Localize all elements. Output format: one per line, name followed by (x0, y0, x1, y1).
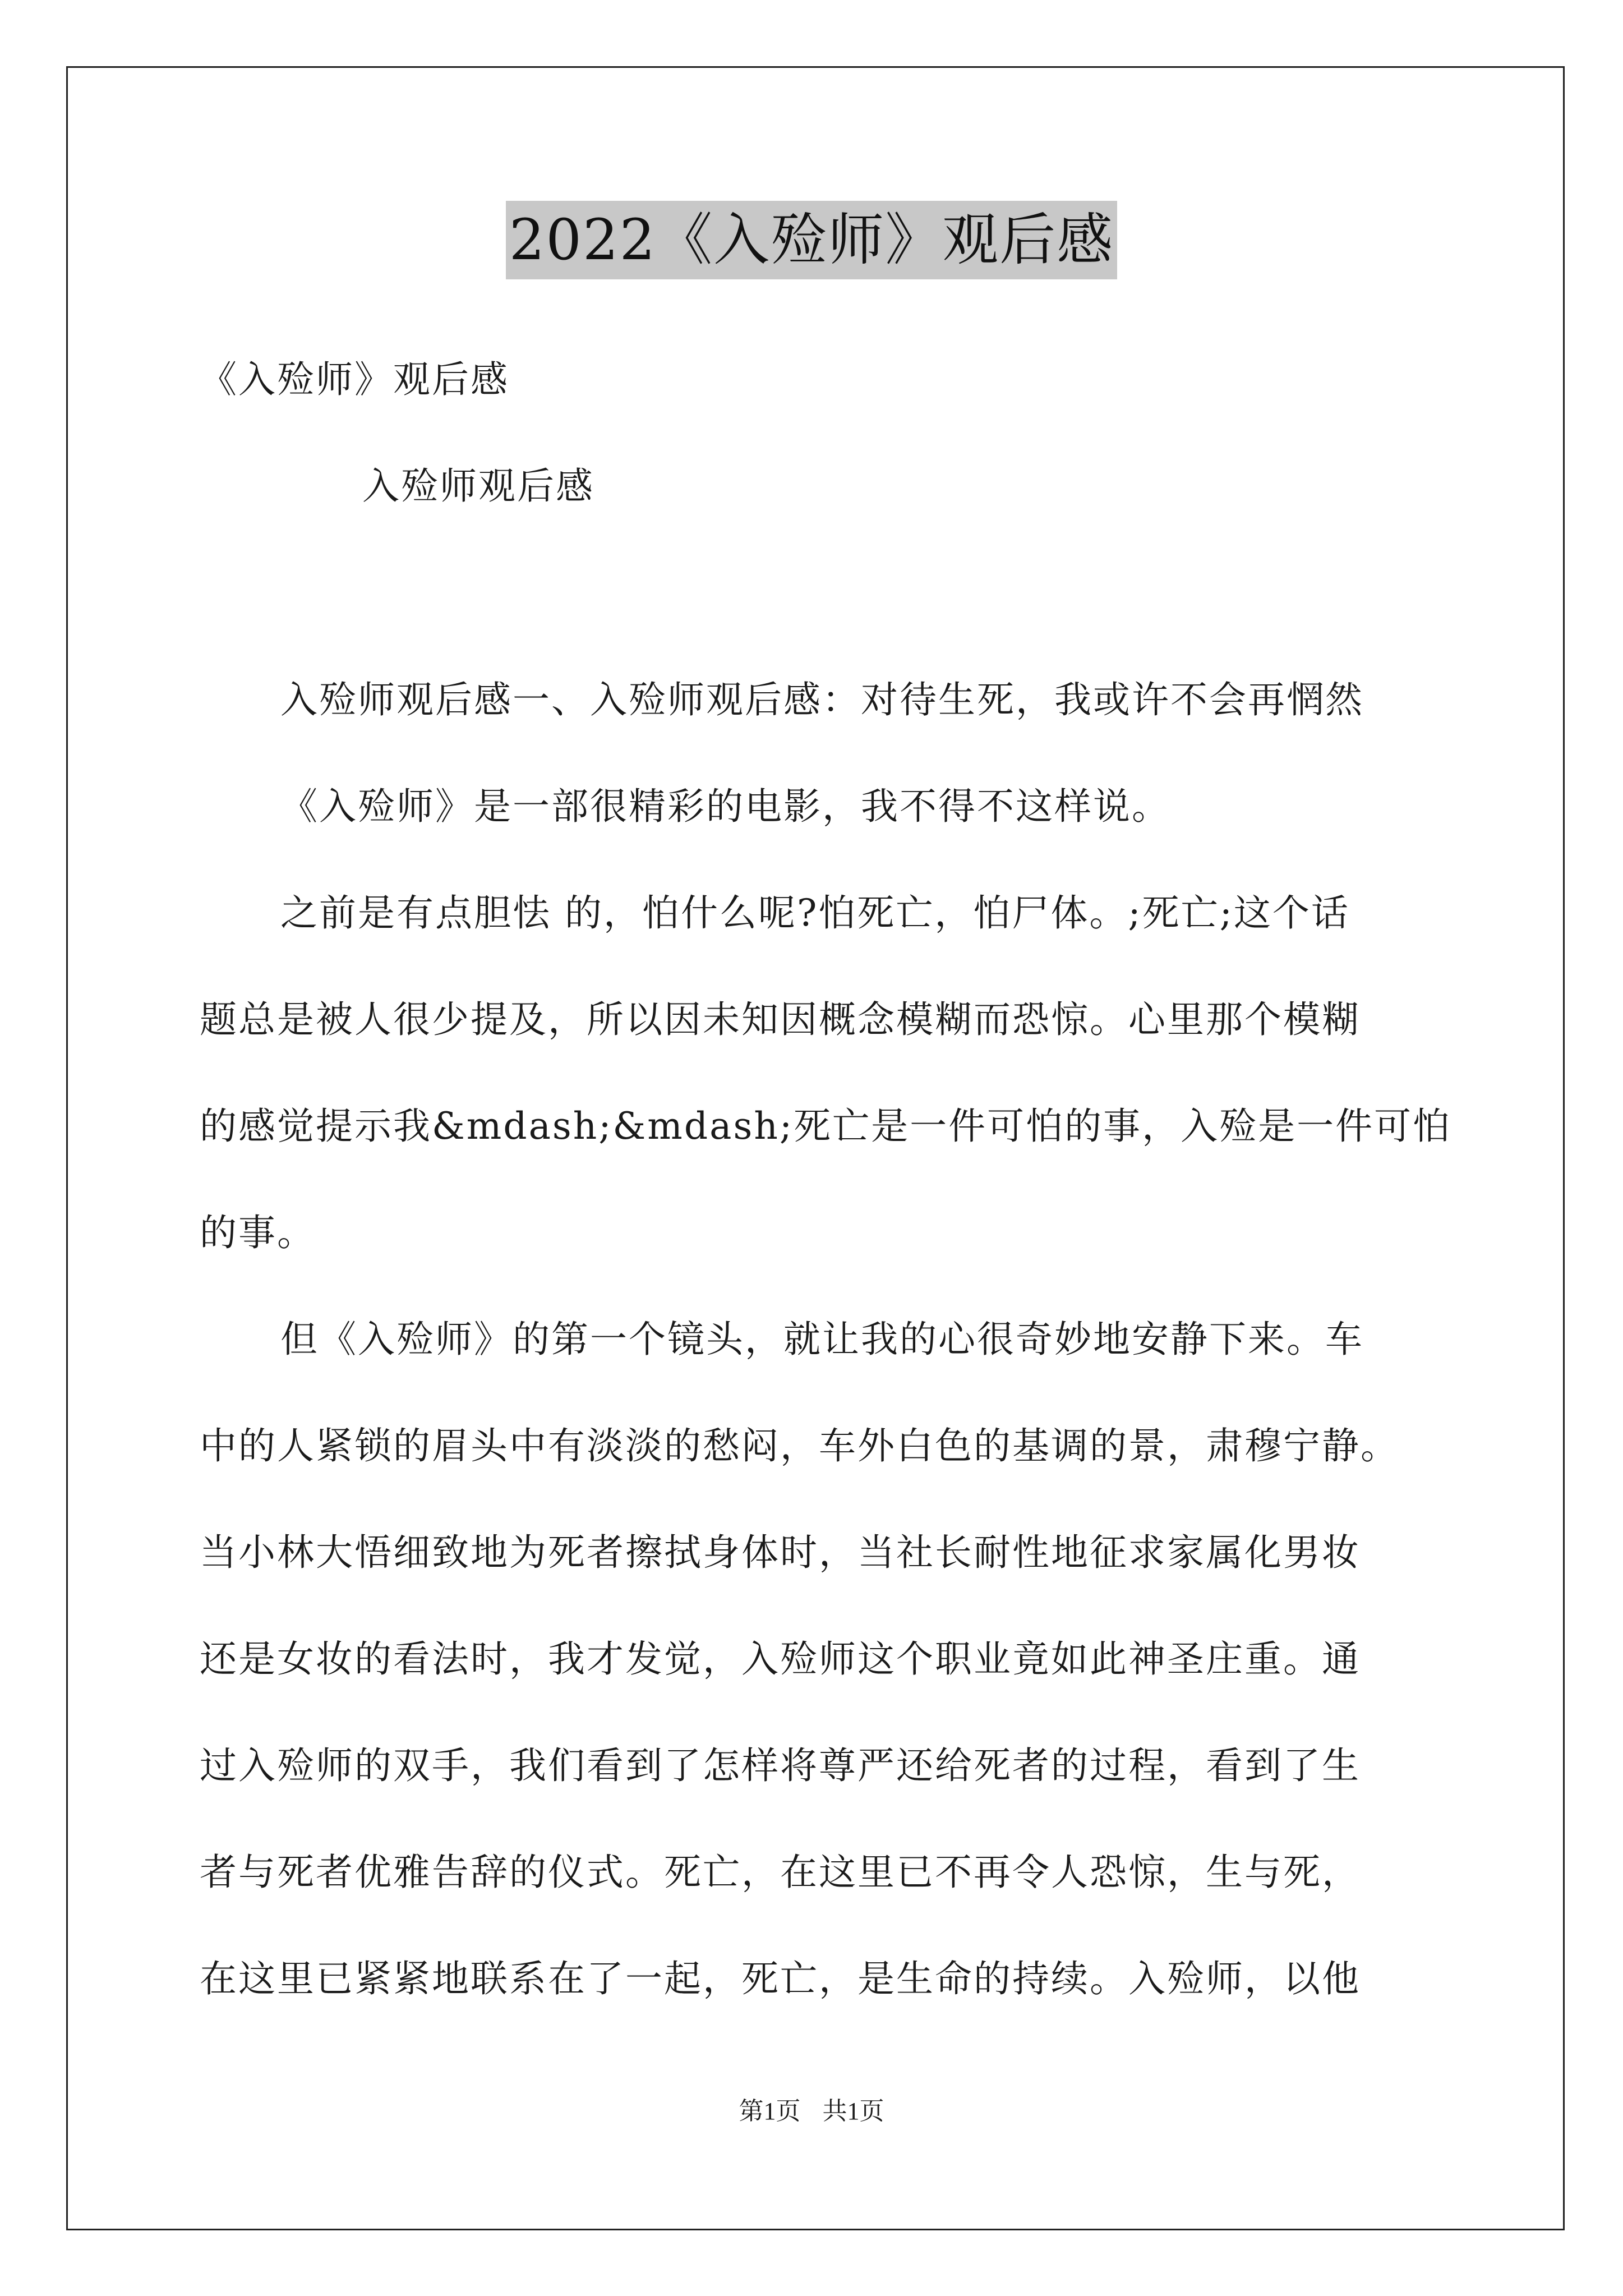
body-line: 的事。 (200, 1211, 316, 1254)
page-footer (0, 2095, 1623, 2128)
body-line: 但《入殓师》的第一个镜头，就让我的心很奇妙地安静下来。车 (280, 1318, 1364, 1361)
page-number-total: 共1页 (822, 2097, 884, 2125)
subtitle-line-1: 《入殓师》观后感 (200, 358, 509, 401)
body-line: 题总是被人很少提及，所以因未知因概念模糊而恐惊。心里那个模糊 (200, 998, 1361, 1041)
body-line: 之前是有点胆怯 的，怕什么呢?怕死亡，怕尸体。;死亡;这个话 (280, 891, 1350, 935)
body-line: 当小林大悟细致地为死者擦拭身体时，当社长耐性地征求家属化男妆 (200, 1531, 1361, 1574)
body-line: 的感觉提示我&mdash;&mdash;死亡是一件可怕的事，入殓是一件可怕 (200, 1105, 1452, 1148)
body-line: 《入殓师》是一部很精彩的电影，我不得不这样说。 (280, 785, 1170, 828)
subtitle-line-2: 入殓师观后感 (362, 464, 594, 508)
body-line: 者与死者优雅告辞的仪式。死亡，在这里已不再令人恐惊，生与死， (200, 1851, 1361, 1894)
body-line: 过入殓师的双手，我们看到了怎样将尊严还给死者的过程，看到了生 (200, 1744, 1361, 1787)
body-line: 在这里已紧紧地联系在了一起，死亡，是生命的持续。入殓师，以他 (200, 1957, 1361, 2000)
title-container (0, 201, 1623, 279)
document-title: 2022《入殓师》观后感 (506, 201, 1118, 279)
page-number-current: 第1页 (739, 2097, 801, 2125)
body-line: 中的人紧锁的眉头中有淡淡的愁闷，车外白色的基调的景，肃穆宁静。 (200, 1424, 1399, 1467)
body-line: 入殓师观后感一、入殓师观后感：对待生死，我或许不会再惘然 (280, 678, 1364, 721)
body-line: 还是女妆的看法时，我才发觉，入殓师这个职业竟如此神圣庄重。通 (200, 1637, 1361, 1681)
